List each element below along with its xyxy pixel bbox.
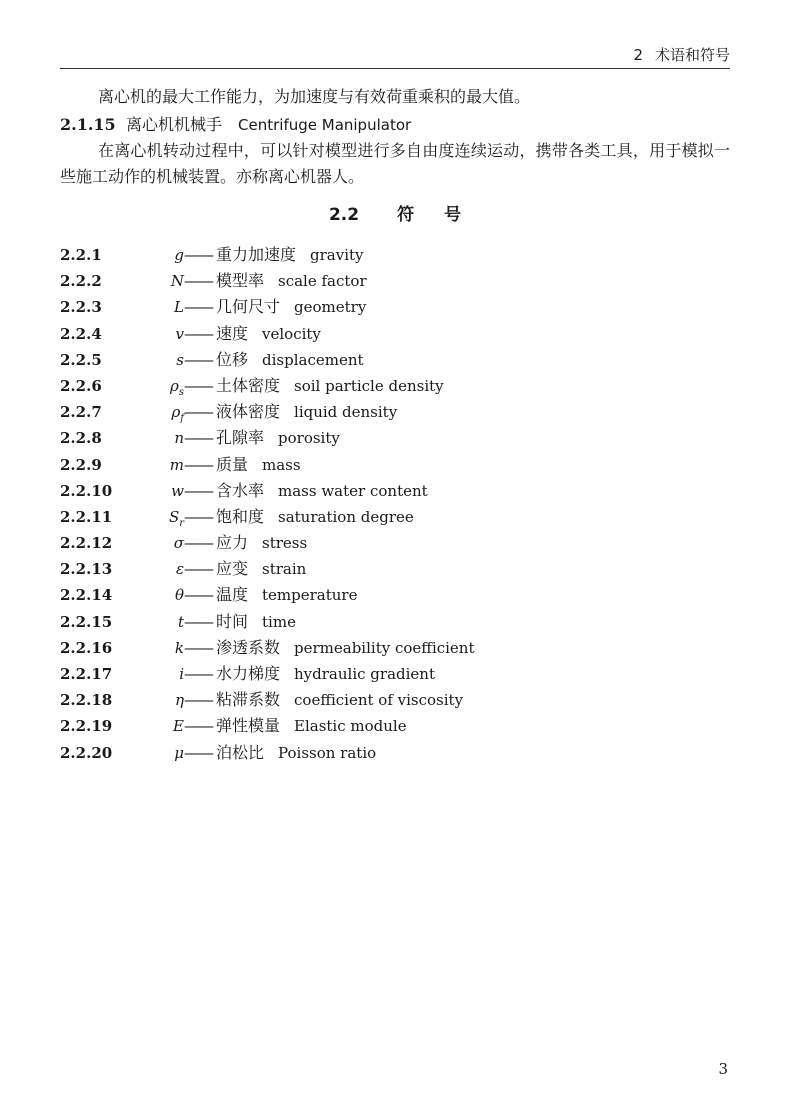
symbol-chinese-name: 质量 [216,454,249,474]
symbol-number: 2.2.8 [60,429,102,448]
section-number: 2.2 [328,205,360,225]
em-dash: —— [184,533,212,553]
symbol-english-name: time [262,612,296,631]
symbol-number: 2.2.3 [60,298,102,317]
symbol-english-name: gravity [310,246,364,264]
term-heading-2-1-15 [60,112,730,138]
symbol-row [60,713,730,739]
symbol-english-name: scale factor [278,272,367,291]
symbol-glyph: t [177,612,184,631]
symbol-english-name: soil particle density [294,376,444,395]
symbol-english-name: geometry [294,298,367,317]
symbol-glyph: ρ [171,403,181,422]
em-dash: —— [184,690,212,710]
symbol-letter [130,740,184,766]
symbol-chinese-name: 时间 [216,611,249,631]
symbol-chinese-name: 应力 [216,533,249,553]
section-title-part1: 符 [397,205,415,225]
term-definition-2-1-15: 在离心机转动过程中，可以针对模型进行多自由度连续运动，携带各类工具，用于模拟一些施工动作的机械装置。亦称离心机器人。 [60,141,730,186]
symbol-row [60,478,730,504]
symbol-english-name: mass [262,455,301,474]
em-dash: —— [184,402,212,422]
em-dash: —— [184,742,212,762]
symbol-chinese-name: 土体密度 [216,375,281,395]
symbol-english-name: coefficient of viscosity [294,691,464,710]
em-dash: —— [184,349,212,369]
symbol-number: 2.2.20 [60,743,113,762]
symbol-chinese-name: 温度 [216,585,249,605]
symbol-glyph: n [174,429,184,448]
symbol-english-name: Elastic module [294,717,407,736]
symbol-row [60,425,730,451]
symbol-letter [130,321,184,347]
symbol-chinese-name: 饱和度 [216,506,265,526]
symbol-chinese-name: 含水率 [216,480,265,500]
page-number: 3 [718,1060,728,1078]
symbol-chinese-name: 重力加速度 [216,245,297,264]
symbol-subscript: f [180,413,184,425]
symbol-letter [130,425,184,451]
symbol-glyph: i [179,665,184,683]
em-dash: —— [184,245,212,264]
symbol-english-name: stress [262,534,308,553]
symbol-number: 2.2.16 [60,638,113,657]
symbol-glyph: N [170,272,184,291]
symbol-row [60,373,730,399]
symbol-glyph: θ [174,586,184,605]
symbol-number: 2.2.11 [60,507,113,526]
symbol-number: 2.2.7 [60,403,102,422]
symbol-letter [130,609,184,635]
symbol-glyph: σ [173,534,184,553]
symbol-chinese-name: 孔隙率 [216,428,265,448]
section-title-symbols [60,202,730,228]
symbol-row [60,504,730,530]
symbol-english-name: hydraulic gradient [294,665,435,683]
symbol-glyph: m [169,455,184,474]
symbol-number: 2.2.13 [60,560,113,579]
symbol-chinese-name: 水力梯度 [216,664,281,683]
symbol-chinese-name: 泊松比 [216,742,265,762]
symbol-number: 2.2.14 [60,586,113,605]
symbol-english-name: permeability coefficient [294,638,475,657]
symbol-glyph: v [175,324,184,343]
symbol-row [60,242,730,268]
symbol-glyph: η [175,691,184,710]
symbol-row [60,530,730,556]
symbol-chinese-name: 应变 [216,559,249,579]
symbol-subscript: s [178,386,184,398]
symbol-chinese-name: 渗透系数 [216,637,281,657]
em-dash: —— [184,375,212,395]
symbol-row [60,321,730,347]
symbol-number: 2.2.19 [60,717,113,736]
section-title-part2: 号 [444,205,462,225]
em-dash: —— [184,559,212,579]
symbol-letter [130,556,184,582]
symbol-row [60,294,730,320]
symbol-english-name: saturation degree [278,507,414,526]
symbol-number: 2.2.15 [60,612,113,631]
paragraph-capacity-definition: 离心机的最大工作能力，为加速度与有效荷重乘积的最大值。 [98,87,531,106]
symbol-chinese-name: 速度 [216,323,249,343]
symbol-row [60,399,730,425]
symbol-number: 2.2.10 [60,481,113,500]
symbol-letter [130,635,184,661]
symbol-number: 2.2.2 [60,272,102,291]
symbol-glyph: S [168,507,180,526]
symbol-english-name: velocity [262,324,321,343]
symbol-glyph: ρ [170,376,179,395]
symbol-letter [130,661,184,687]
symbol-glyph: s [176,350,184,369]
symbol-row [60,268,730,294]
symbol-english-name: strain [262,560,307,579]
term-english: Centrifuge Manipulator [238,116,412,134]
symbol-letter [130,713,184,739]
symbol-chinese-name: 液体密度 [216,402,281,422]
symbol-row [60,556,730,582]
symbol-number: 2.2.18 [60,691,113,710]
symbol-row [60,661,730,687]
symbol-number: 2.2.6 [60,376,102,395]
symbol-letter [130,268,184,294]
symbol-number: 2.2.12 [60,534,113,553]
symbol-letter [130,530,184,556]
symbol-english-name: Poisson ratio [278,743,377,762]
symbol-number: 2.2.17 [60,665,113,683]
symbol-english-name: porosity [278,429,340,448]
em-dash: —— [184,271,212,291]
term-number: 2.1.15 [60,115,116,134]
chapter-number: 2 [633,46,643,64]
symbol-number: 2.2.5 [60,350,102,369]
symbol-row [60,609,730,635]
em-dash: —— [184,611,212,631]
symbol-row [60,740,730,766]
symbol-chinese-name: 几何尺寸 [216,297,281,317]
em-dash: —— [184,323,212,343]
symbol-letter [130,582,184,608]
symbol-chinese-name: 弹性模量 [216,716,281,736]
symbol-english-name: liquid density [294,403,398,422]
symbol-subscript: r [179,517,184,529]
symbol-glyph: k [174,638,184,657]
symbol-list [60,242,730,766]
symbol-row [60,452,730,478]
running-header [60,44,730,69]
symbol-glyph: E [173,717,184,736]
symbol-letter [130,294,184,320]
em-dash: —— [184,716,212,736]
symbol-english-name: displacement [262,350,364,369]
symbol-chinese-name: 粘滞系数 [216,690,281,710]
symbol-letter [130,452,184,478]
symbol-row [60,687,730,713]
symbol-english-name: mass water content [278,481,428,500]
em-dash: —— [184,637,212,657]
em-dash: —— [184,454,212,474]
symbol-english-name: temperature [262,586,358,605]
em-dash: —— [184,664,212,683]
symbol-row [60,347,730,373]
symbol-glyph: w [171,481,184,500]
symbol-letter [130,347,184,373]
symbol-row [60,635,730,661]
symbol-number: 2.2.1 [60,246,102,264]
em-dash: —— [184,428,212,448]
symbol-glyph: g [174,246,184,264]
symbol-letter [130,687,184,713]
symbol-number: 2.2.9 [60,455,102,474]
symbol-glyph: L [174,298,184,317]
symbol-number: 2.2.4 [60,324,102,343]
em-dash: —— [184,585,212,605]
term-chinese: 离心机机械手 [126,115,223,134]
symbol-letter [130,478,184,504]
symbol-chinese-name: 位移 [216,349,249,369]
em-dash: —— [184,480,212,500]
symbol-chinese-name: 模型率 [216,271,265,291]
symbol-glyph: μ [174,743,184,762]
chapter-title: 术语和符号 [654,46,730,64]
symbol-letter [130,242,184,268]
symbol-glyph: ε [175,560,184,579]
em-dash: —— [184,297,212,317]
em-dash: —— [184,506,212,526]
symbol-row [60,582,730,608]
